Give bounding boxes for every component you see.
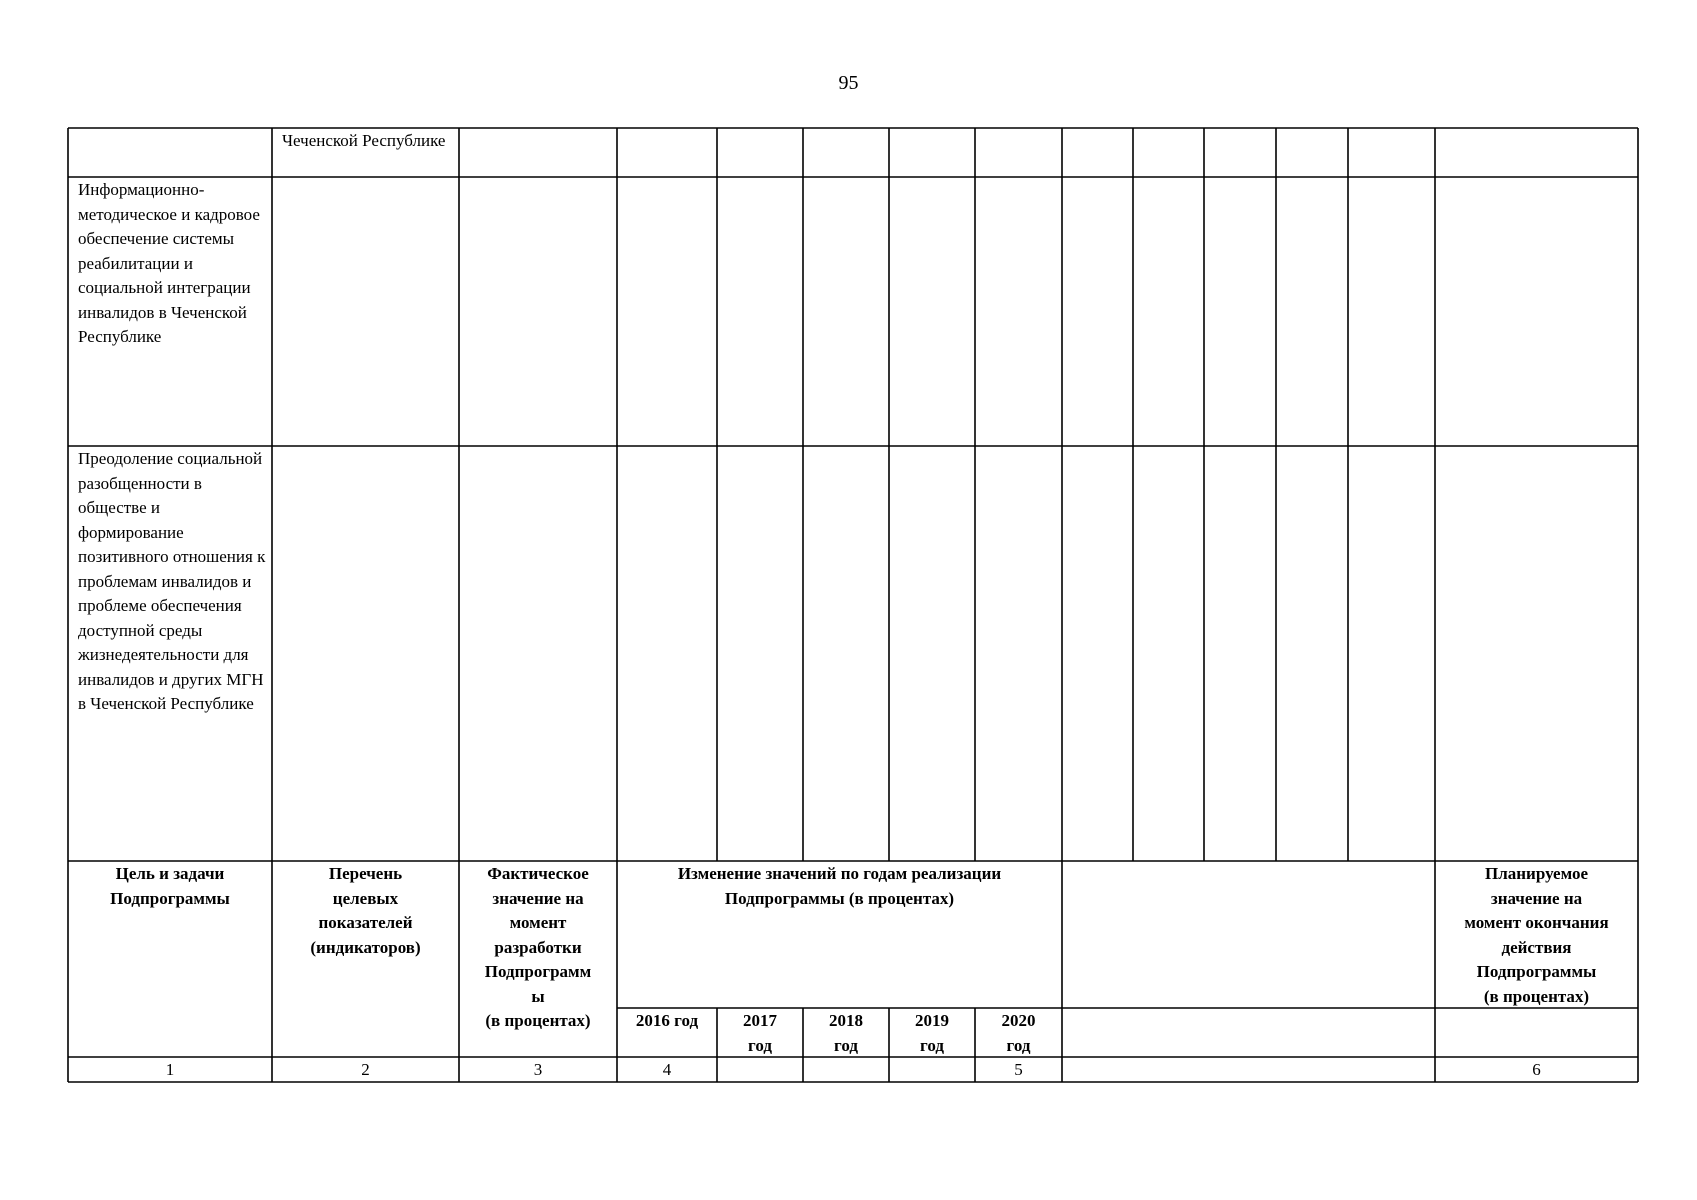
page-number: 95: [838, 72, 859, 94]
col-number-4: 4: [662, 1060, 672, 1079]
header-planned: Планируемое значение на момент окончания действия Подпрограммы (в процентах): [1464, 864, 1609, 1006]
col-number-3: 3: [533, 1060, 543, 1079]
row1-col2: Чеченской Республике: [282, 131, 446, 150]
header-year-2016: 2016 год: [635, 1011, 699, 1030]
header-actual: Фактическое значение на момент разработки Подпрограмм ы (в процентах): [484, 864, 592, 1030]
row2-col1: Информационно-методическое и кадровое обеспечение системы реабилитации и социальной интеграции инвалидов в Чеченской Республике: [78, 180, 260, 346]
col-number-5: 5: [1014, 1060, 1023, 1079]
col-number-6: 6: [1532, 1060, 1541, 1079]
header-year-2017: 2017 год: [743, 1011, 777, 1055]
row3-col1: Преодоление социальной разобщенности в обществе и формирование позитивного отношения к проблемам инвалидов и проблеме обеспечения доступной среды жизнедеятельности для инвалидов и других МГН в Чеченской Республике: [78, 449, 266, 713]
header-year-2018: 2018 год: [829, 1011, 863, 1055]
header-year-2020: 2020 год: [1001, 1011, 1036, 1055]
header-change: Изменение значений по годам реализации Подпрограммы (в процентах): [677, 864, 1002, 908]
header-goal: Цель и задачи Подпрограммы: [110, 864, 230, 908]
header-year-2019: 2019 год: [915, 1011, 949, 1055]
header-indicators: Перечень целевых показателей (индикаторов): [310, 864, 421, 957]
col-number-1: 1: [165, 1060, 175, 1079]
col-number-2: 2: [361, 1060, 370, 1079]
